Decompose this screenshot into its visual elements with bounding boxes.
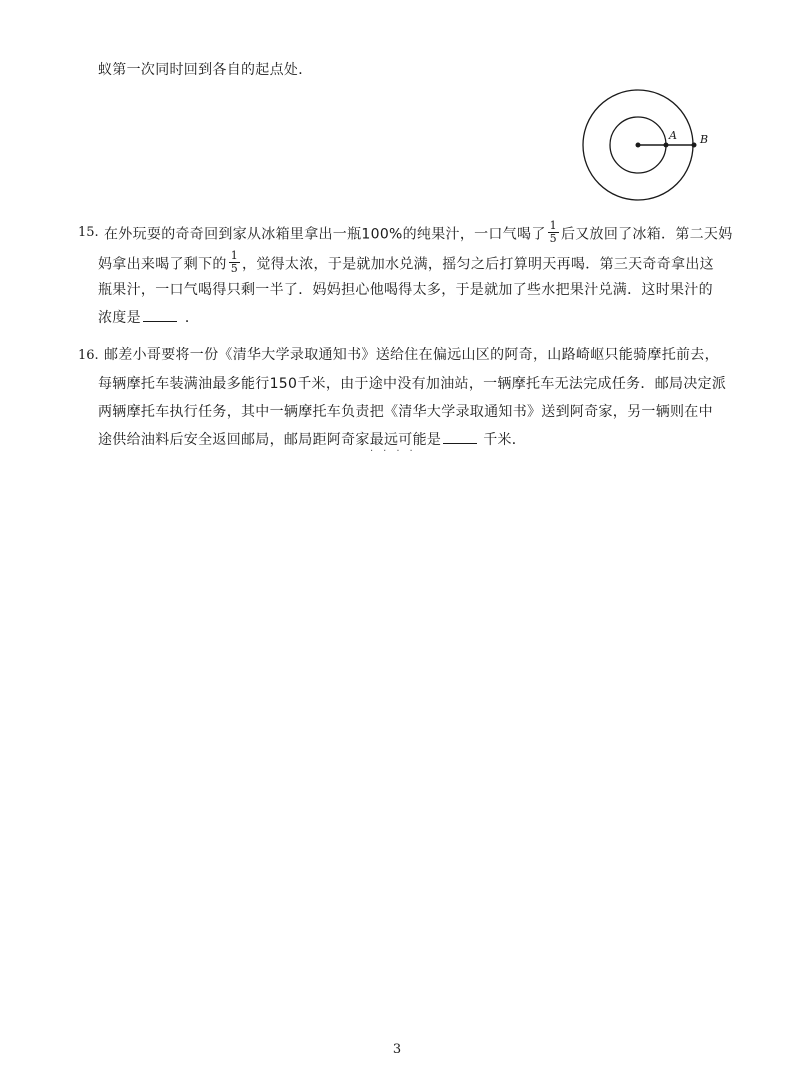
- q15-fraction-2: $\frac{1}{5}$: [230, 249, 239, 275]
- q16-line-4: [98, 430, 526, 450]
- center-point: [636, 143, 641, 148]
- page-number: 3: [392, 1042, 402, 1057]
- q15-line-2b: ，觉得太浓，于是就加水兑满，摇匀之后打算明天再喝．第三天奇奇拿出这: [242, 256, 714, 273]
- q16-number: 16.: [78, 348, 99, 363]
- continuation-line: 蚁第一次同时回到各自的起点处．: [98, 62, 313, 78]
- q15-line-1a: 在外玩耍的奇奇回到家从冰箱里拿出一瓶100%的纯果汁，一口气喝了: [104, 226, 546, 243]
- q16-answer-blank[interactable]: [443, 430, 477, 444]
- q15-line-1b: 后又放回了冰箱．第二天妈: [560, 226, 733, 243]
- q15-line-2a: 妈拿出来喝了剩下的: [98, 256, 227, 273]
- q15-answer-blank[interactable]: [143, 308, 177, 322]
- concentric-circles-figure: [575, 88, 715, 206]
- q15-fraction-1: $\frac{1}{5}$: [549, 219, 557, 245]
- q15-line-2: [98, 249, 714, 277]
- q15-line-4a: 浓度是: [98, 310, 141, 326]
- point-a: [664, 143, 669, 148]
- q16-line-4b: 千米．: [483, 432, 527, 448]
- q15-number: 15.: [78, 225, 99, 240]
- point-b: [692, 143, 697, 148]
- emphasis-dots: ····: [370, 446, 423, 457]
- q16-line-3: 两辆摩托车执行任务，其中一辆摩托车负责把《清华大学录取通知书》送到阿奇家，另一辆则在中: [98, 404, 713, 420]
- q15-line-3: 瓶果汁，一口气喝得只剩一半了．妈妈担心他喝得太多，于是就加了些水把果汁兑满．这时果汁的: [98, 282, 713, 298]
- label-a: A: [669, 129, 677, 142]
- q16-line-4a: 途供给油料后安全返回邮局，邮局距阿奇家最远可能是: [98, 432, 442, 448]
- label-b: B: [700, 133, 709, 146]
- q15-line-4: [98, 308, 199, 328]
- q15-line-4b: ．: [184, 310, 200, 326]
- q16-line-2: 每辆摩托车装满油最多能行150千米，由于途中没有加油站，一辆摩托车无法完成任务．邮局决定派: [98, 376, 727, 392]
- q15-line-1: [104, 219, 733, 247]
- q16-line-1: 邮差小哥要将一份《清华大学录取通知书》送给住在偏远山区的阿奇，山路崎岖只能骑摩托前去，: [104, 347, 719, 363]
